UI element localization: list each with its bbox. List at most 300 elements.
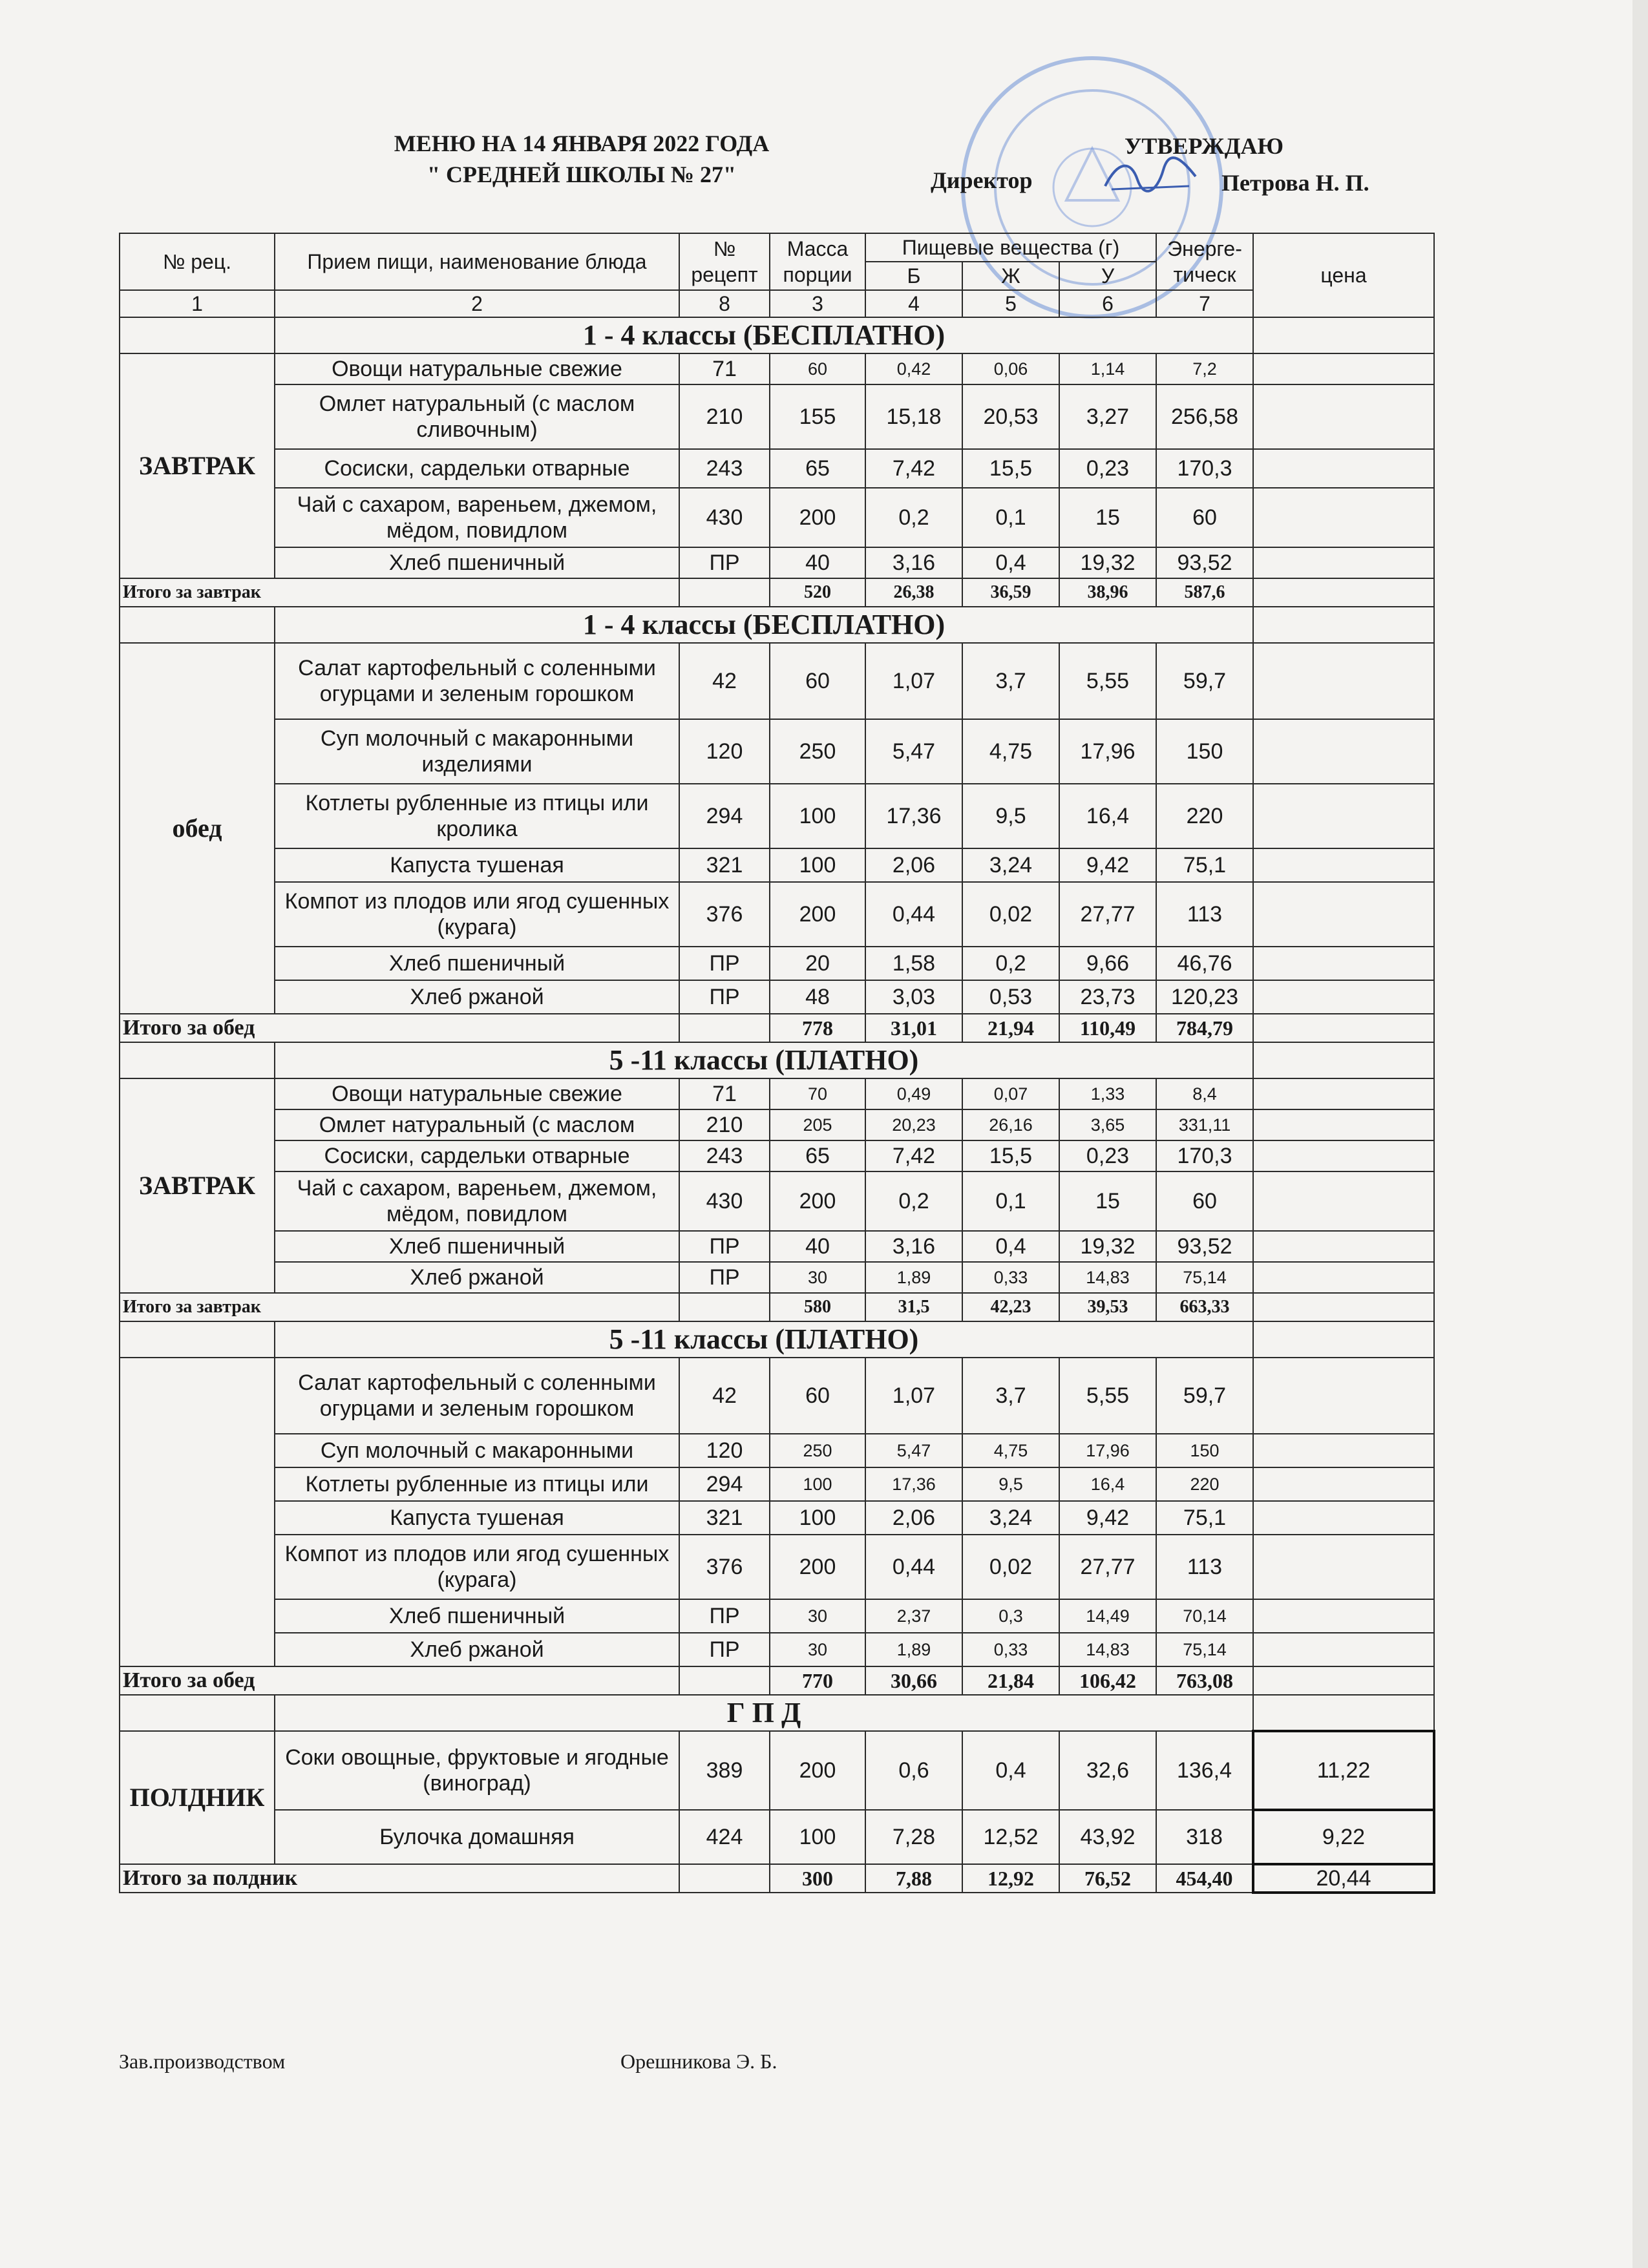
header-recipe: № рецепт — [679, 233, 770, 290]
dish-recipe: 376 — [679, 882, 770, 947]
dish-carbs: 27,77 — [1059, 882, 1156, 947]
meal-label: обед — [120, 643, 275, 1014]
total-u: 39,53 — [1059, 1293, 1156, 1321]
header-col-number: 4 — [865, 290, 962, 317]
dish-fat: 0,53 — [962, 980, 1059, 1014]
total-b: 30,66 — [865, 1666, 962, 1695]
dish-energy: 75,1 — [1156, 1501, 1253, 1535]
dish-protein: 1,89 — [865, 1633, 962, 1666]
dish-row — [120, 1171, 1434, 1231]
dish-fat: 0,1 — [962, 488, 1059, 547]
dish-mass: 20 — [770, 947, 865, 980]
section-blank-cell — [120, 1695, 275, 1731]
dish-price — [1253, 1467, 1434, 1501]
dish-name: Омлет натуральный (с маслом сливочным) — [275, 384, 679, 449]
total-mass: 300 — [770, 1864, 865, 1893]
dish-recipe: 210 — [679, 1109, 770, 1140]
dish-row — [120, 1078, 1434, 1109]
dish-row — [120, 980, 1434, 1014]
dish-mass: 60 — [770, 1358, 865, 1434]
dish-mass: 40 — [770, 1231, 865, 1262]
dish-carbs: 3,27 — [1059, 384, 1156, 449]
section-title-row — [120, 317, 1434, 353]
dish-name: Капуста тушеная — [275, 848, 679, 882]
total-label: Итого за завтрак — [120, 578, 679, 607]
section-title-row — [120, 1321, 1434, 1358]
dish-protein: 15,18 — [865, 384, 962, 449]
footer-role: Зав.производством — [119, 2050, 286, 2073]
director-label: Директор — [931, 167, 1033, 193]
dish-mass: 200 — [770, 1731, 865, 1810]
dish-recipe: 243 — [679, 449, 770, 488]
dish-carbs: 23,73 — [1059, 980, 1156, 1014]
dish-price — [1253, 1633, 1434, 1666]
dish-carbs: 1,33 — [1059, 1078, 1156, 1109]
dish-mass: 60 — [770, 353, 865, 384]
dish-energy: 113 — [1156, 1535, 1253, 1599]
header-col-number: 5 — [962, 290, 1059, 317]
dish-fat: 0,1 — [962, 1171, 1059, 1231]
meal-label: ПОЛДНИК — [120, 1731, 275, 1864]
dish-row — [120, 353, 1434, 384]
dish-carbs: 3,65 — [1059, 1109, 1156, 1140]
dish-name: Булочка домашняя — [275, 1810, 679, 1864]
dish-recipe: 42 — [679, 1358, 770, 1434]
dish-price — [1253, 353, 1434, 384]
dish-carbs: 19,32 — [1059, 547, 1156, 578]
dish-protein: 7,42 — [865, 449, 962, 488]
dish-fat: 0,4 — [962, 547, 1059, 578]
dish-mass: 250 — [770, 1434, 865, 1467]
dish-fat: 4,75 — [962, 719, 1059, 784]
header-name: Прием пищи, наименование блюда — [275, 233, 679, 290]
dish-protein: 0,42 — [865, 353, 962, 384]
dish-price — [1253, 488, 1434, 547]
dish-name: Хлеб пшеничный — [275, 547, 679, 578]
total-zh: 21,84 — [962, 1666, 1059, 1695]
total-mass: 580 — [770, 1293, 865, 1321]
section-blank-cell — [120, 607, 275, 643]
dish-recipe: ПР — [679, 947, 770, 980]
dish-fat: 0,07 — [962, 1078, 1059, 1109]
dish-price — [1253, 719, 1434, 784]
dish-carbs: 14,49 — [1059, 1599, 1156, 1633]
dish-mass: 200 — [770, 1535, 865, 1599]
dish-name: Хлеб пшеничный — [275, 1599, 679, 1633]
dish-name: Соки овощные, фруктовые и ягодные (виноград) — [275, 1731, 679, 1810]
dish-row — [120, 1140, 1434, 1171]
header-energy: Энерге-тическ — [1156, 233, 1253, 290]
total-u: 110,49 — [1059, 1014, 1156, 1042]
dish-energy: 120,23 — [1156, 980, 1253, 1014]
dish-recipe: 430 — [679, 1171, 770, 1231]
dish-recipe: 376 — [679, 1535, 770, 1599]
dish-mass: 65 — [770, 449, 865, 488]
total-blank — [679, 578, 770, 607]
header-rec: № рец. — [120, 233, 275, 290]
dish-recipe: 120 — [679, 1434, 770, 1467]
dish-row — [120, 1467, 1434, 1501]
dish-row — [120, 643, 1434, 719]
total-price — [1253, 578, 1434, 607]
total-b: 26,38 — [865, 578, 962, 607]
meal-label: ЗАВТРАК — [120, 353, 275, 578]
dish-row — [120, 488, 1434, 547]
header-nutrients: Пищевые вещества (г) — [865, 233, 1156, 262]
dish-row — [120, 1231, 1434, 1262]
total-zh: 21,94 — [962, 1014, 1059, 1042]
total-mass: 770 — [770, 1666, 865, 1695]
dish-energy: 220 — [1156, 784, 1253, 848]
dish-protein: 1,07 — [865, 1358, 962, 1434]
dish-protein: 1,07 — [865, 643, 962, 719]
dish-row — [120, 882, 1434, 947]
dish-recipe: 294 — [679, 1467, 770, 1501]
dish-fat: 0,33 — [962, 1262, 1059, 1293]
dish-price — [1253, 1078, 1434, 1109]
dish-recipe: 243 — [679, 1140, 770, 1171]
dish-energy: 59,7 — [1156, 643, 1253, 719]
dish-carbs: 9,66 — [1059, 947, 1156, 980]
dish-protein: 20,23 — [865, 1109, 962, 1140]
dish-fat: 3,7 — [962, 1358, 1059, 1434]
dish-row — [120, 1535, 1434, 1599]
dish-protein: 0,6 — [865, 1731, 962, 1810]
header-col-number: 3 — [770, 290, 865, 317]
header-col-number: 1 — [120, 290, 275, 317]
dish-mass: 200 — [770, 488, 865, 547]
dish-row — [120, 1434, 1434, 1467]
menu-title-line2: " СРЕДНЕЙ ШКОЛЫ № 27" — [427, 162, 737, 187]
dish-name: Котлеты рубленные из птицы или — [275, 1467, 679, 1501]
dish-energy: 75,14 — [1156, 1262, 1253, 1293]
dish-row — [120, 1358, 1434, 1434]
dish-fat: 0,3 — [962, 1599, 1059, 1633]
section-blank-price — [1253, 317, 1434, 353]
section-title: 5 -11 классы (ПЛАТНО) — [275, 1321, 1253, 1358]
dish-carbs: 5,55 — [1059, 1358, 1156, 1434]
dish-carbs: 9,42 — [1059, 1501, 1156, 1535]
dish-mass: 100 — [770, 848, 865, 882]
scan-edge — [1632, 0, 1648, 2268]
dish-row — [120, 1633, 1434, 1666]
total-price — [1253, 1293, 1434, 1321]
dish-price — [1253, 947, 1434, 980]
dish-recipe: 424 — [679, 1810, 770, 1864]
menu-title-line1: МЕНЮ НА 14 ЯНВАРЯ 2022 ГОДА — [394, 131, 770, 156]
dish-fat: 26,16 — [962, 1109, 1059, 1140]
section-title-row — [120, 1695, 1434, 1731]
dish-name: Салат картофельный с соленными огурцами и зеленым горошком — [275, 643, 679, 719]
dish-mass: 30 — [770, 1262, 865, 1293]
total-row — [120, 578, 1434, 607]
dish-fat: 0,02 — [962, 1535, 1059, 1599]
total-u: 38,96 — [1059, 578, 1156, 607]
dish-name: Чай с сахаром, вареньем, джемом, мёдом, повидлом — [275, 1171, 679, 1231]
dish-fat: 15,5 — [962, 449, 1059, 488]
dish-protein: 7,28 — [865, 1810, 962, 1864]
meal-label: ЗАВТРАК — [120, 1078, 275, 1293]
total-blank — [679, 1014, 770, 1042]
dish-row — [120, 947, 1434, 980]
dish-carbs: 16,4 — [1059, 784, 1156, 848]
total-row — [120, 1864, 1434, 1893]
dish-recipe: 42 — [679, 643, 770, 719]
dish-name: Салат картофельный с соленными огурцами и зеленым горошком — [275, 1358, 679, 1434]
section-title: Г П Д — [275, 1695, 1253, 1731]
dish-energy: 93,52 — [1156, 547, 1253, 578]
section-blank-price — [1253, 1042, 1434, 1078]
director-name: Петрова Н. П. — [1221, 170, 1369, 196]
dish-fat: 20,53 — [962, 384, 1059, 449]
total-blank — [679, 1293, 770, 1321]
dish-price — [1253, 643, 1434, 719]
dish-mass: 48 — [770, 980, 865, 1014]
dish-name: Чай с сахаром, вареньем, джемом, мёдом, повидлом — [275, 488, 679, 547]
header-mass: Масса порции — [770, 233, 865, 290]
total-zh: 12,92 — [962, 1864, 1059, 1893]
dish-protein: 2,37 — [865, 1599, 962, 1633]
dish-name: Хлеб ржаной — [275, 1262, 679, 1293]
dish-recipe: ПР — [679, 1231, 770, 1262]
dish-energy: 256,58 — [1156, 384, 1253, 449]
dish-price — [1253, 1109, 1434, 1140]
dish-price — [1253, 882, 1434, 947]
total-label: Итого за обед — [120, 1014, 679, 1042]
dish-energy: 7,2 — [1156, 353, 1253, 384]
total-row — [120, 1293, 1434, 1321]
dish-name: Сосиски, сардельки отварные — [275, 449, 679, 488]
dish-mass: 30 — [770, 1633, 865, 1666]
dish-recipe: 389 — [679, 1731, 770, 1810]
dish-protein: 2,06 — [865, 1501, 962, 1535]
dish-protein: 0,44 — [865, 1535, 962, 1599]
dish-price — [1253, 1262, 1434, 1293]
dish-mass: 100 — [770, 784, 865, 848]
dish-carbs: 14,83 — [1059, 1262, 1156, 1293]
dish-protein: 1,89 — [865, 1262, 962, 1293]
dish-price — [1253, 784, 1434, 848]
total-zh: 42,23 — [962, 1293, 1059, 1321]
section-blank-price — [1253, 1695, 1434, 1731]
dish-energy: 70,14 — [1156, 1599, 1253, 1633]
dish-price — [1253, 1434, 1434, 1467]
dish-price — [1253, 1599, 1434, 1633]
dish-recipe: 71 — [679, 1078, 770, 1109]
header-b: Б — [865, 262, 962, 290]
dish-fat: 3,24 — [962, 848, 1059, 882]
dish-mass: 205 — [770, 1109, 865, 1140]
dish-protein: 7,42 — [865, 1140, 962, 1171]
dish-recipe: ПР — [679, 1262, 770, 1293]
total-u: 76,52 — [1059, 1864, 1156, 1893]
dish-fat: 0,4 — [962, 1731, 1059, 1810]
dish-energy: 170,3 — [1156, 449, 1253, 488]
dish-energy: 136,4 — [1156, 1731, 1253, 1810]
dish-energy: 220 — [1156, 1467, 1253, 1501]
dish-energy: 170,3 — [1156, 1140, 1253, 1171]
dish-carbs: 1,14 — [1059, 353, 1156, 384]
menu-table — [119, 233, 1435, 1894]
total-energy: 663,33 — [1156, 1293, 1253, 1321]
dish-recipe: 71 — [679, 353, 770, 384]
dish-price — [1253, 1535, 1434, 1599]
menu-title — [336, 128, 827, 190]
dish-row — [120, 848, 1434, 882]
dish-name: Компот из плодов или ягод сушенных (курага) — [275, 1535, 679, 1599]
total-label: Итого за полдник — [120, 1864, 679, 1893]
dish-protein: 2,06 — [865, 848, 962, 882]
section-blank-price — [1253, 1321, 1434, 1358]
section-blank-cell — [120, 317, 275, 353]
section-title: 1 - 4 классы (БЕСПЛАТНО) — [275, 317, 1253, 353]
dish-carbs: 0,23 — [1059, 1140, 1156, 1171]
dish-mass: 65 — [770, 1140, 865, 1171]
dish-fat: 15,5 — [962, 1140, 1059, 1171]
section-title-row — [120, 607, 1434, 643]
header-col-number: 2 — [275, 290, 679, 317]
dish-name: Капуста тушеная — [275, 1501, 679, 1535]
dish-row — [120, 449, 1434, 488]
dish-name: Суп молочный с макаронными изделиями — [275, 719, 679, 784]
dish-fat: 3,24 — [962, 1501, 1059, 1535]
dish-row — [120, 1109, 1434, 1140]
dish-name: Компот из плодов или ягод сушенных (курага) — [275, 882, 679, 947]
total-price — [1253, 1666, 1434, 1695]
dish-row — [120, 1731, 1434, 1810]
header-row — [120, 233, 1434, 262]
total-b: 31,01 — [865, 1014, 962, 1042]
dish-recipe: 321 — [679, 848, 770, 882]
dish-energy: 318 — [1156, 1810, 1253, 1864]
dish-energy: 93,52 — [1156, 1231, 1253, 1262]
total-price — [1253, 1014, 1434, 1042]
dish-protein: 5,47 — [865, 1434, 962, 1467]
dish-energy: 46,76 — [1156, 947, 1253, 980]
total-blank — [679, 1864, 770, 1893]
footer-name: Орешникова Э. Б. — [620, 2050, 777, 2073]
dish-name: Омлет натуральный (с маслом — [275, 1109, 679, 1140]
dish-mass: 70 — [770, 1078, 865, 1109]
dish-energy: 150 — [1156, 719, 1253, 784]
dish-protein: 17,36 — [865, 784, 962, 848]
dish-price — [1253, 980, 1434, 1014]
header-col-number: 7 — [1156, 290, 1253, 317]
dish-price: 9,22 — [1253, 1810, 1434, 1864]
dish-energy: 60 — [1156, 1171, 1253, 1231]
total-b: 31,5 — [865, 1293, 962, 1321]
header-col-number: 6 — [1059, 290, 1156, 317]
dish-row — [120, 547, 1434, 578]
total-blank — [679, 1666, 770, 1695]
dish-name: Хлеб пшеничный — [275, 947, 679, 980]
dish-energy: 331,11 — [1156, 1109, 1253, 1140]
dish-mass: 100 — [770, 1810, 865, 1864]
total-u: 106,42 — [1059, 1666, 1156, 1695]
dish-recipe: 294 — [679, 784, 770, 848]
dish-row — [120, 1810, 1434, 1864]
meal-label — [120, 1358, 275, 1666]
dish-price — [1253, 1231, 1434, 1262]
total-energy: 784,79 — [1156, 1014, 1253, 1042]
total-label: Итого за обед — [120, 1666, 679, 1695]
dish-recipe: ПР — [679, 980, 770, 1014]
dish-carbs: 27,77 — [1059, 1535, 1156, 1599]
section-blank-price — [1253, 607, 1434, 643]
dish-protein: 3,03 — [865, 980, 962, 1014]
dish-mass: 200 — [770, 882, 865, 947]
dish-fat: 12,52 — [962, 1810, 1059, 1864]
dish-price — [1253, 848, 1434, 882]
dish-price — [1253, 384, 1434, 449]
dish-carbs: 15 — [1059, 1171, 1156, 1231]
total-price: 20,44 — [1253, 1864, 1434, 1893]
dish-row — [120, 384, 1434, 449]
approve-label: УТВЕРЖДАЮ — [1125, 133, 1284, 159]
total-energy: 587,6 — [1156, 578, 1253, 607]
total-b: 7,88 — [865, 1864, 962, 1893]
total-row — [120, 1666, 1434, 1695]
dish-recipe: 120 — [679, 719, 770, 784]
dish-mass: 60 — [770, 643, 865, 719]
dish-mass: 30 — [770, 1599, 865, 1633]
dish-protein: 17,36 — [865, 1467, 962, 1501]
dish-energy: 150 — [1156, 1434, 1253, 1467]
dish-carbs: 16,4 — [1059, 1467, 1156, 1501]
dish-row — [120, 1262, 1434, 1293]
dish-row — [120, 784, 1434, 848]
dish-protein: 0,49 — [865, 1078, 962, 1109]
dish-recipe: ПР — [679, 1599, 770, 1633]
dish-fat: 9,5 — [962, 1467, 1059, 1501]
dish-fat: 0,4 — [962, 1231, 1059, 1262]
director-signature — [1099, 154, 1202, 199]
dish-energy: 59,7 — [1156, 1358, 1253, 1434]
dish-price — [1253, 1140, 1434, 1171]
dish-carbs: 32,6 — [1059, 1731, 1156, 1810]
dish-mass: 200 — [770, 1171, 865, 1231]
header-col-number: 8 — [679, 290, 770, 317]
dish-name: Суп молочный с макаронными — [275, 1434, 679, 1467]
dish-recipe: 321 — [679, 1501, 770, 1535]
dish-energy: 60 — [1156, 488, 1253, 547]
dish-recipe: ПР — [679, 1633, 770, 1666]
dish-protein: 0,44 — [865, 882, 962, 947]
dish-energy: 8,4 — [1156, 1078, 1253, 1109]
dish-protein: 0,2 — [865, 488, 962, 547]
dish-protein: 0,2 — [865, 1171, 962, 1231]
section-title: 1 - 4 классы (БЕСПЛАТНО) — [275, 607, 1253, 643]
section-title-row — [120, 1042, 1434, 1078]
dish-carbs: 5,55 — [1059, 643, 1156, 719]
dish-row — [120, 719, 1434, 784]
dish-energy: 75,1 — [1156, 848, 1253, 882]
dish-protein: 5,47 — [865, 719, 962, 784]
header-zh: Ж — [962, 262, 1059, 290]
dish-energy: 113 — [1156, 882, 1253, 947]
dish-energy: 75,14 — [1156, 1633, 1253, 1666]
dish-carbs: 19,32 — [1059, 1231, 1156, 1262]
dish-carbs: 17,96 — [1059, 719, 1156, 784]
dish-row — [120, 1599, 1434, 1633]
dish-price — [1253, 449, 1434, 488]
dish-carbs: 14,83 — [1059, 1633, 1156, 1666]
dish-mass: 40 — [770, 547, 865, 578]
dish-name: Котлеты рубленные из птицы или кролика — [275, 784, 679, 848]
section-title: 5 -11 классы (ПЛАТНО) — [275, 1042, 1253, 1078]
total-energy: 454,40 — [1156, 1864, 1253, 1893]
dish-protein: 1,58 — [865, 947, 962, 980]
